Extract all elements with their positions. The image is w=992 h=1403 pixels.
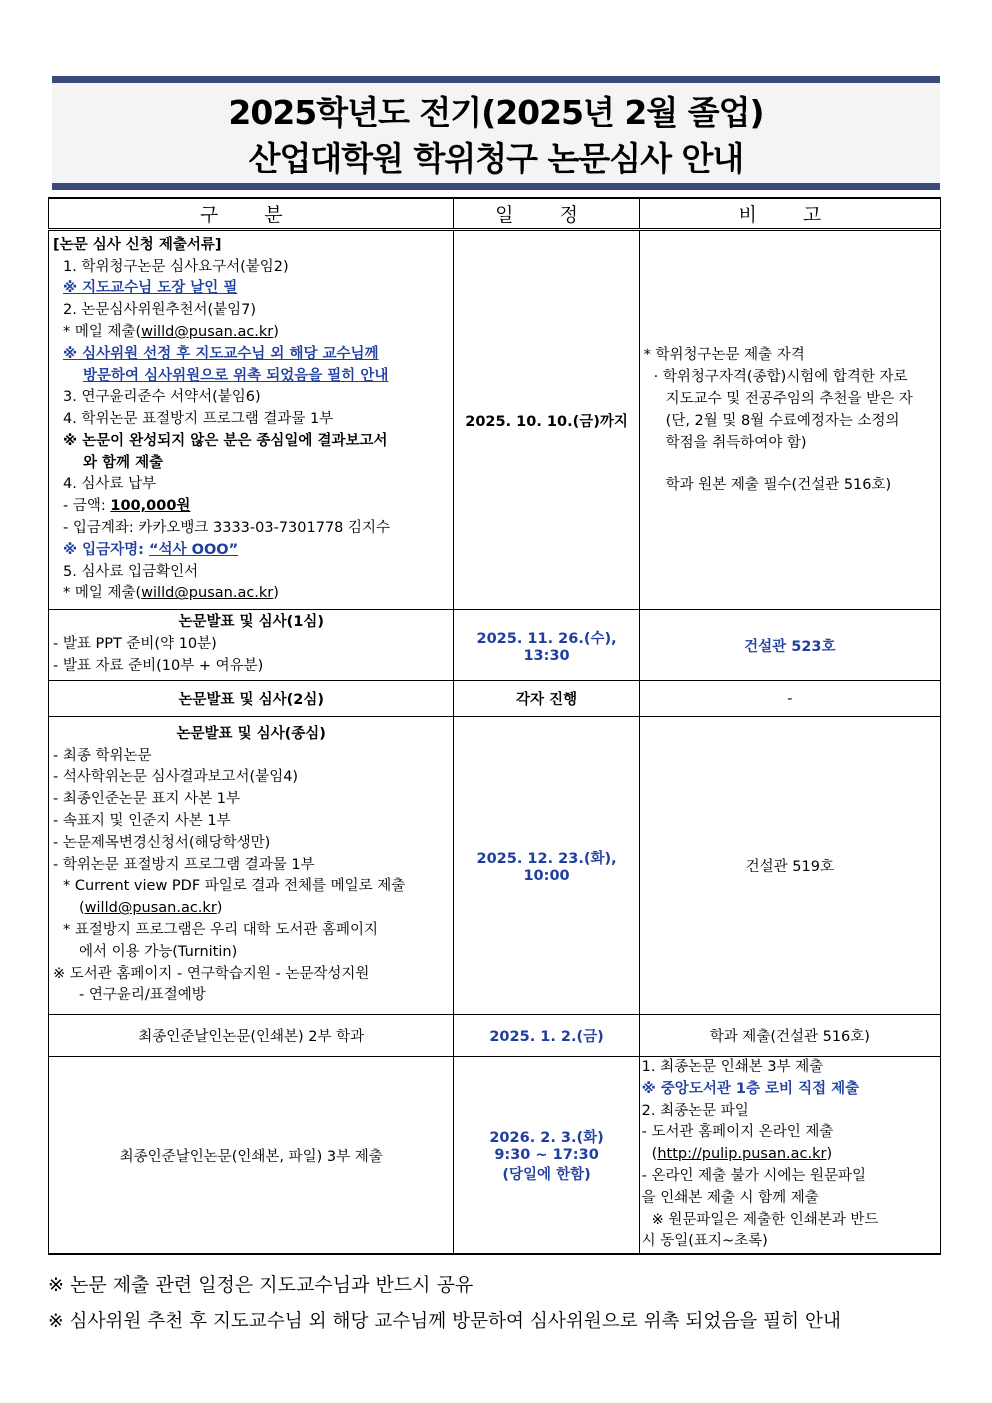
second-review-date: 각자 진행 [454,681,639,717]
eligibility-line: 지도교수 및 전공주임의 추천을 받은 자 [665,391,913,407]
depositor-value: “석사 OOO” [149,541,239,558]
second-review-note: - [639,681,940,717]
header-schedule: 일 정 [454,198,639,230]
first-review-date [454,610,639,681]
bank-account: - 입금계좌: 카카오뱅크 3333-03-7301778 김지수 [63,520,391,537]
date-line: 2025. 11. 26.(수), [476,630,617,647]
fee-label: - 금액: [63,498,111,515]
list-item: 1. 학위청구논문 심사요구서(붙임2) [63,258,289,275]
list-item: - 최종 학위논문 [53,747,152,764]
plagiarism-note-cont: 에서 이용 가능(Turnitin) [79,943,238,960]
list-item: 1. 최종논문 인쇄본 3부 제출 [641,1059,824,1075]
depositor-label: ※ 입금자명: [63,541,150,558]
table-row [49,681,941,717]
date-line: 2026. 2. 3.(화) [489,1130,604,1147]
incomplete-thesis-note: ※ 논문이 완성되지 않은 분은 종심일에 결과보고서 [63,432,388,449]
fee-value: 100,000원 [110,498,191,515]
list-item [53,322,449,344]
list-item: 4. 학위논문 표절방지 프로그램 결과물 1부 [63,411,334,428]
second-review-title: 논문발표 및 심사(2심) [49,681,454,717]
date-line: 2025. 12. 23.(화), [476,851,617,867]
mail-prefix: * 메일 제출( [63,323,142,340]
list-item: 5. 심사료 입금확인서 [63,563,199,580]
list-item [53,583,449,605]
pdf-mail-note: * Current view PDF 파일로 결과 전체를 메일로 제출 [63,878,406,895]
submission-deadline: 2025. 10. 10.(금)까지 [454,230,639,610]
footnote-2: ※ 심사위원 추천 후 지도교수님 외 해당 교수님께 방문하여 심사위원으로 위촉 되었음을 필히 안내 [48,1311,841,1332]
list-item: 4. 심사료 납부 [63,476,157,493]
print-copy-label: 최종인준날인논문(인쇄본) 2부 학과 [49,1015,454,1057]
final-review-date [454,717,639,1015]
incomplete-thesis-note-cont: 와 함께 제출 [83,454,164,471]
final-submission-label: 최종인준날인논문(인쇄본, 파일) 3부 제출 [49,1057,454,1255]
list-item: - 온라인 제출 불가 시에는 원문파일 [641,1167,867,1184]
eligibility-note-cell [639,230,940,610]
row-title: 논문발표 및 심사(종심) [176,725,326,742]
row-title: 논문발표 및 심사(1심) [178,614,324,631]
mail-prefix: * 메일 제출( [63,585,142,602]
depositor-name [53,540,449,562]
mail-suffix: ) [273,323,279,340]
final-review-location: 건설관 519호 [639,717,940,1015]
email-link[interactable]: willd@pusan.ac.kr [141,585,274,602]
paren-close: ) [216,900,223,917]
list-item: 2. 최종논문 파일 [641,1102,749,1119]
header-category: 구 분 [49,198,454,230]
original-submission-note: 학과 원본 제출 필수(건설관 516호) [665,477,892,493]
document-title-banner [52,76,940,190]
table-row [49,230,941,610]
paren-open: ( [79,900,85,917]
original-file-note-cont: 시 동일(표지~초록) [641,1233,768,1250]
eligibility-line: (단, 2월 및 8월 수료예정자는 소정의 [665,413,900,429]
plagiarism-note: * 표절방지 프로그램은 우리 대학 도서관 홈페이지 [63,921,379,938]
email-line [53,898,449,920]
final-submission-date [454,1057,639,1255]
mail-suffix: ) [273,585,279,602]
original-file-note: ※ 원문파일은 제출한 인쇄본과 반드 [651,1211,879,1228]
submission-documents-cell [49,230,454,610]
table-row [49,1057,941,1255]
section-heading: [논문 심사 신청 제출서류] [53,236,222,253]
list-item: - 발표 PPT 준비(약 10분) [53,636,217,653]
table-header-row [49,198,941,230]
list-item: - 논문제목변경신청서(해당학생만) [53,834,271,851]
spacer [644,454,936,474]
title-line-1: 2025학년도 전기(2025년 2월 졸업) [228,93,764,132]
schedule-table [48,197,941,1255]
list-item: 2. 논문심사위원추천서(붙임7) [63,302,257,319]
list-item: - 학위논문 표절방지 프로그램 결과물 1부 [53,856,315,873]
footnote-1: ※ 논문 제출 관련 일정은 지도교수님과 반드시 공유 [48,1274,474,1296]
library-url-link[interactable]: http://pulip.pusan.ac.kr [657,1146,827,1163]
list-item: 을 인쇄본 제출 시 함께 제출 [641,1189,819,1206]
first-review-location: 건설관 523호 [639,610,940,681]
list-item: - 도서관 홈페이지 온라인 제출 [641,1124,834,1141]
time-line: 10:00 [523,868,570,884]
list-item: - 석사학위논문 심사결과보고서(붙임4) [53,769,299,786]
library-lobby-note: ※ 중앙도서관 1층 로비 직접 제출 [641,1080,860,1097]
reviewer-visit-note-cont: 방문하여 심사위원으로 위촉 되었음을 필히 안내 [83,367,389,384]
eligibility-line: 학점을 취득하여야 함) [665,435,807,451]
advisor-seal-note: ※ 지도교수님 도장 날인 필 [63,280,238,297]
same-day-note: (당일에 한함) [502,1167,591,1184]
time-line: 13:30 [523,647,570,664]
print-copy-note: 학과 제출(건설관 516호) [639,1015,940,1057]
list-item: - 속표지 및 인준지 사본 1부 [53,813,231,829]
list-item: - 발표 자료 준비(10부 + 여유분) [53,657,264,674]
table-row [49,610,941,681]
library-path-note-cont: - 연구윤리/표절예방 [79,987,206,1004]
eligibility-title: * 학위청구논문 제출 자격 [643,347,805,363]
url-line: (http://pulip.pusan.ac.kr) [651,1146,833,1163]
table-row [49,717,941,1015]
title-line-2: 산업대학원 학위청구 논문심사 안내 [248,139,744,178]
list-item: - 최종인준논문 표지 사본 1부 [53,791,240,808]
table-row [49,1015,941,1057]
final-submission-notes [639,1057,940,1255]
header-remarks: 비 고 [639,198,940,230]
fee-amount [53,496,449,518]
email-link[interactable]: willd@pusan.ac.kr [84,900,217,917]
final-review-cell [49,717,454,1015]
first-review-cell [49,610,454,681]
list-item: 3. 연구윤리준수 서약서(붙임6) [63,389,261,406]
print-copy-date: 2025. 1. 2.(금) [454,1015,639,1057]
library-path-note: ※ 도서관 홈페이지 - 연구학습지원 - 논문작성지원 [53,965,370,982]
eligibility-line: · 학위청구자격(종합)시험에 합격한 자로 [653,369,908,385]
reviewer-visit-note: ※ 심사위원 선정 후 지도교수님 외 해당 교수님께 [63,345,379,362]
email-link[interactable]: willd@pusan.ac.kr [141,323,274,340]
time-line: 9:30 ~ 17:30 [494,1147,599,1164]
